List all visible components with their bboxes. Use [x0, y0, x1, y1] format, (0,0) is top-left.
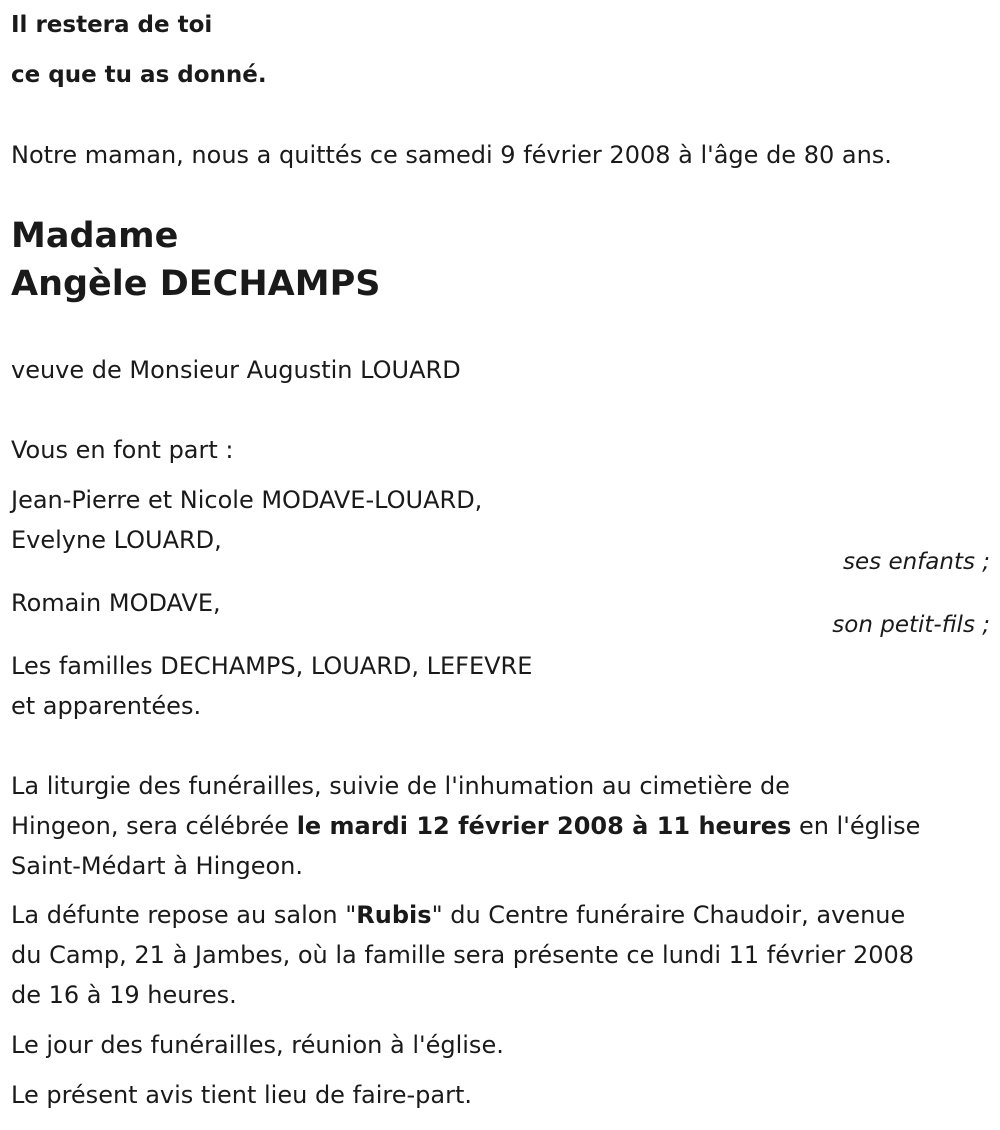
children-line-2: Evelyne LOUARD, — [11, 526, 222, 554]
deceased-title: Madame — [11, 216, 179, 256]
salon-name: Rubis — [356, 901, 432, 929]
family-intro: Vous en font part : — [11, 436, 234, 464]
visitation-line-3: de 16 à 19 heures. — [11, 981, 237, 1009]
notice: Le présent avis tient lieu de faire-part. — [11, 1081, 473, 1109]
funeral-line-2 — [11, 811, 920, 841]
families-line-1: Les familles DECHAMPS, LOUARD, LEFEVRE — [11, 652, 533, 680]
visitation-line-1-suffix: " du Centre funéraire Chaudoir, avenue — [431, 901, 906, 929]
epitaph-line-2: ce que tu as donné. — [11, 62, 267, 88]
funeral-line-2-prefix: Hingeon, sera célébrée — [11, 812, 297, 840]
visitation-line-1 — [11, 900, 905, 930]
grandchild: Romain MODAVE, — [11, 589, 221, 617]
funeral-line-2-suffix: en l'église — [791, 812, 921, 840]
visitation-line-2: du Camp, 21 à Jambes, où la famille sera présente ce lundi 11 février 2008 — [11, 941, 915, 969]
families-line-2: et apparentées. — [11, 692, 202, 720]
children-label: ses enfants ; — [843, 549, 990, 575]
grandchild-label: son petit-fils ; — [832, 612, 990, 638]
funeral-line-1: La liturgie des funérailles, suivie de l'inhumation au cimetière de — [11, 772, 790, 800]
funeral-date: le mardi 12 février 2008 à 11 heures — [296, 812, 792, 840]
meeting: Le jour des funérailles, réunion à l'église. — [11, 1031, 504, 1059]
deceased-name: Angèle DECHAMPS — [11, 264, 381, 304]
funeral-line-3: Saint-Médart à Hingeon. — [11, 852, 303, 880]
widow-of: veuve de Monsieur Augustin LOUARD — [11, 356, 461, 384]
death-announcement: Notre maman, nous a quittés ce samedi 9 février 2008 à l'âge de 80 ans. — [11, 141, 892, 169]
epitaph-line-1: Il restera de toi — [11, 12, 213, 38]
children-line-1: Jean-Pierre et Nicole MODAVE-LOUARD, — [11, 486, 483, 514]
visitation-line-1-prefix: La défunte repose au salon " — [11, 901, 357, 929]
